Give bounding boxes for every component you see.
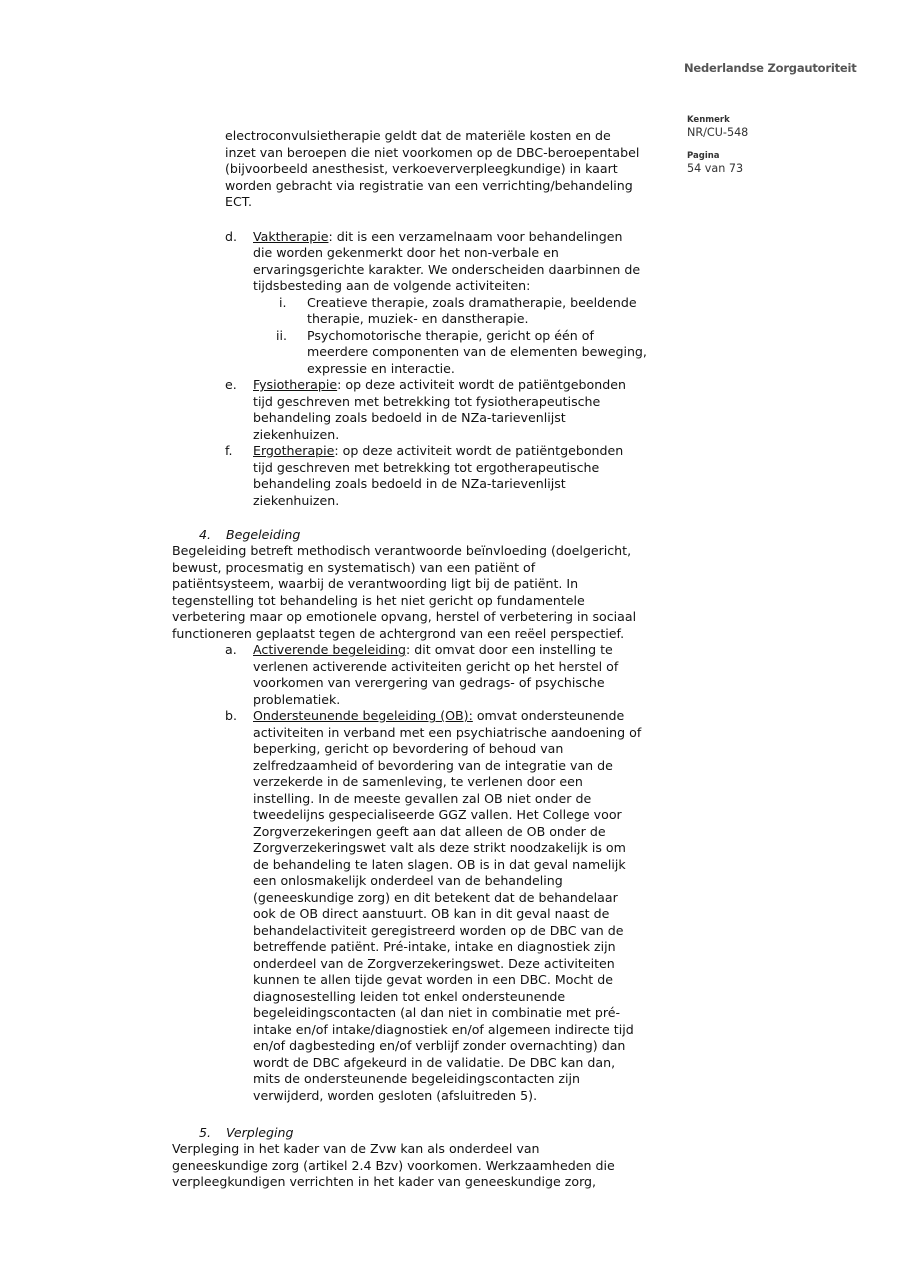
- text-line: ECT.: [225, 194, 252, 209]
- list-item-first-line: [253, 377, 626, 394]
- text-line: tegenstelling tot behandeling is het niet gericht op fundamentele: [172, 593, 585, 608]
- text-line: tijd geschreven met betrekking tot fysiotherapeutische: [253, 394, 601, 409]
- text-line: problematiek.: [253, 692, 341, 707]
- text-line: betreffende patiënt. Pré-intake, intake en diagnostiek zijn: [253, 939, 616, 954]
- text-line: expressie en interactie.: [307, 361, 455, 376]
- text-line: die worden gekenmerkt door het non-verbale en: [253, 245, 559, 260]
- term-activerende-begeleiding: Activerende begeleiding: [253, 642, 407, 657]
- text-line: geneeskundige zorg (artikel 2.4 Bzv) voorkomen. Werkzaamheden die: [172, 1158, 615, 1173]
- text-line: diagnosestelling leiden tot enkel ondersteunende: [253, 989, 566, 1004]
- text-line: (geneeskundige zorg) en dit betekent dat de behandelaar: [253, 890, 618, 905]
- list-item-first-line: [253, 229, 623, 246]
- section-number: 5.: [199, 1125, 212, 1140]
- text-line: therapie, muziek- en danstherapie.: [307, 311, 529, 326]
- section-number: 4.: [199, 527, 212, 542]
- pagina-label: Pagina: [687, 151, 720, 161]
- text-line: (bijvoorbeeld anesthesist, verkoeververpleegkundige) in kaart: [225, 161, 618, 176]
- text-line: Psychomotorische therapie, gericht op één of: [307, 328, 594, 343]
- text-line: een onlosmakelijk onderdeel van de behandeling: [253, 873, 563, 888]
- term-vaktherapie: Vaktherapie: [253, 229, 329, 244]
- text-line: zelfredzaamheid of bevordering van de integratie van de: [253, 758, 613, 773]
- text-line: instelling. In de meeste gevallen zal OB niet onder de: [253, 791, 592, 806]
- term-ondersteunende-begeleiding: Ondersteunende begeleiding (OB):: [253, 708, 473, 723]
- text-line: functioneren geplaatst tegen de achtergrond van een reëel perspectief.: [172, 626, 625, 641]
- list-marker: e.: [225, 377, 237, 392]
- list-item-first-line: [253, 708, 624, 725]
- text-line: inzet van beroepen die niet voorkomen op de DBC-beroepentabel: [225, 145, 640, 160]
- text-line: ziekenhuizen.: [253, 493, 340, 508]
- text-line: kunnen te allen tijde gevat worden in een DBC. Mocht de: [253, 972, 613, 987]
- text-line: verbetering maar op emotionele opvang, herstel of verbetering in sociaal: [172, 609, 637, 624]
- text-line: Verpleging in het kader van de Zvw kan als onderdeel van: [172, 1141, 540, 1156]
- text-line: Zorgverzekeringswet valt als deze strikt noodzakelijk is om: [253, 840, 626, 855]
- text-line: worden gebracht via registratie van een verrichting/behandeling: [225, 178, 633, 193]
- text-line: verwijderd, worden gesloten (afsluitreden 5).: [253, 1088, 538, 1103]
- term-fysiotherapie: Fysiotherapie: [253, 377, 338, 392]
- text-line: ook de OB direct aanstuurt. OB kan in dit geval naast de: [253, 906, 610, 921]
- text-line: verlenen activerende activiteiten gericht op het herstel of: [253, 659, 619, 674]
- list-marker: b.: [225, 708, 237, 723]
- section-heading: Begeleiding: [226, 527, 301, 542]
- section-heading: Verpleging: [226, 1125, 294, 1140]
- text-line: Begeleiding betreft methodisch verantwoorde beïnvloeding (doelgericht,: [172, 543, 632, 558]
- text-line: patiëntsysteem, waarbij de verantwoording ligt bij de patiënt. In: [172, 576, 579, 591]
- text-run: omvat ondersteunende: [472, 708, 625, 723]
- list-marker: f.: [225, 443, 233, 458]
- list-item-first-line: [253, 642, 613, 659]
- text-line: intake en/of intake/diagnostiek en/of algemeen indirecte tijd: [253, 1022, 634, 1037]
- text-line: Creatieve therapie, zoals dramatherapie, beeldende: [307, 295, 637, 310]
- text-line: electroconvulsietherapie geldt dat de materiële kosten en de: [225, 128, 611, 143]
- text-line: behandelactiviteit geregistreerd worden op de DBC van de: [253, 923, 624, 938]
- text-line: begeleidingscontacten (al dan niet in combinatie met pré-: [253, 1005, 621, 1020]
- text-line: ervaringsgerichte karakter. We onderscheiden daarbinnen de: [253, 262, 641, 277]
- text-line: onderdeel van de Zorgverzekeringswet. Deze activiteiten: [253, 956, 615, 971]
- list-marker: a.: [225, 642, 237, 657]
- kenmerk-value: NR/CU-548: [687, 126, 749, 139]
- list-marker: d.: [225, 229, 237, 244]
- text-line: behandeling zoals bedoeld in de NZa-tarievenlijst: [253, 410, 566, 425]
- text-line: de behandeling te laten slagen. OB is in dat geval namelijk: [253, 857, 626, 872]
- text-line: activiteiten in verband met een psychiatrische aandoening of: [253, 725, 642, 740]
- sublist-marker: ii.: [276, 328, 288, 343]
- sublist-marker: i.: [279, 295, 287, 310]
- text-run: : op deze activiteit wordt de patiëntgebonden: [337, 377, 626, 392]
- text-line: voorkomen van verergering van gedrags- of psychische: [253, 675, 605, 690]
- kenmerk-block: [687, 115, 748, 140]
- text-line: en/of dagbesteding en/of verblijf zonder overnachting) dan: [253, 1038, 626, 1053]
- text-run: : op deze activiteit wordt de patiëntgebonden: [334, 443, 624, 458]
- text-line: tijdsbesteding aan de volgende activiteiten:: [253, 278, 531, 293]
- text-run: : dit is een verzamelnaam voor behandelingen: [328, 229, 623, 244]
- text-line: mits de ondersteunende begeleidingscontacten zijn: [253, 1071, 581, 1086]
- text-line: verpleegkundigen verrichten in het kader van geneeskundige zorg,: [172, 1174, 597, 1189]
- list-item-first-line: [253, 443, 623, 460]
- pagina-block: [687, 151, 743, 176]
- text-line: tweedelijns gespecialiseerde GGZ vallen. Het College voor: [253, 807, 622, 822]
- text-line: Zorgverzekeringen geeft aan dat alleen de OB onder de: [253, 824, 606, 839]
- text-line: bewust, procesmatig en systematisch) van een patiënt of: [172, 560, 536, 575]
- organization-name: Nederlandse Zorgautoriteit: [684, 61, 857, 75]
- kenmerk-label: Kenmerk: [687, 115, 730, 125]
- text-line: verzekerde in de samenleving, te verlenen door een: [253, 774, 583, 789]
- text-line: meerdere componenten van de elementen beweging,: [307, 344, 647, 359]
- pagina-value: 54 van 73: [687, 162, 744, 175]
- text-line: tijd geschreven met betrekking tot ergotherapeutische: [253, 460, 600, 475]
- text-line: beperking, gericht op bevordering of behoud van: [253, 741, 564, 756]
- text-run: : dit omvat door een instelling te: [406, 642, 613, 657]
- term-ergotherapie: Ergotherapie: [253, 443, 335, 458]
- text-line: wordt de DBC afgekeurd in de validatie. De DBC kan dan,: [253, 1055, 616, 1070]
- text-line: ziekenhuizen.: [253, 427, 340, 442]
- text-line: behandeling zoals bedoeld in de NZa-tarievenlijst: [253, 476, 566, 491]
